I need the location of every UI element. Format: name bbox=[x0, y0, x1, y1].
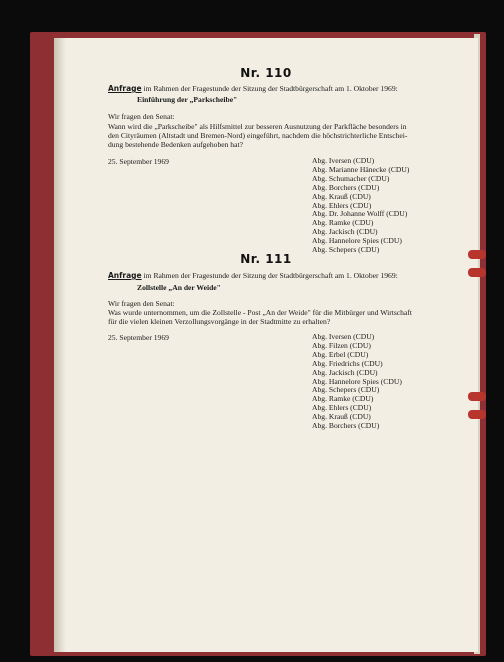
signatory: Abg. Schepers (CDU) bbox=[312, 245, 380, 255]
signatory-list bbox=[312, 157, 409, 255]
section-number: Nr. 111 bbox=[240, 252, 292, 266]
signatory: Abg. Ehlers (CDU) bbox=[312, 200, 372, 210]
date: 25. September 1969 bbox=[108, 333, 169, 342]
signatory: Abg. Schepers (CDU) bbox=[312, 385, 380, 395]
anfrage-label: Anfrage bbox=[108, 271, 142, 280]
question-line: für die vielen kleinen Verzollungsvorgänge in der Stadtmitte zu erhalten? bbox=[108, 317, 331, 326]
subject: Zollstelle „An der Weide" bbox=[137, 283, 221, 292]
anfrage-intro: im Rahmen der Fragestunde der Sitzung der Stadtbürgerschaft am 1. Oktober 1969: bbox=[143, 271, 398, 280]
signatory-list bbox=[312, 333, 402, 431]
index-tab bbox=[468, 392, 486, 401]
page-gutter bbox=[54, 38, 66, 652]
anfrage-line bbox=[108, 84, 398, 93]
signatory: Abg. Borchers (CDU) bbox=[312, 421, 380, 431]
signatory: Abg. Friedrichs (CDU) bbox=[312, 358, 383, 368]
date: 25. September 1969 bbox=[108, 157, 169, 166]
signatory: Abg. Iversen (CDU) bbox=[312, 332, 375, 341]
signatory: Abg. Erbel (CDU) bbox=[312, 349, 369, 359]
anfrage-label: Anfrage bbox=[108, 84, 142, 93]
signatory: Abg. Hannelore Spies (CDU) bbox=[312, 236, 402, 246]
senate-question: Wir fragen den Senat: bbox=[108, 299, 175, 308]
anfrage-intro: im Rahmen der Fragestunde der Sitzung der Stadtbürgerschaft am 1. Oktober 1969: bbox=[143, 84, 398, 93]
index-tab bbox=[468, 410, 486, 419]
question-line: Was wurde unternommen, um die Zollstelle - Post „An der Weide" für die Mitbürger und Wirtschaft bbox=[108, 308, 412, 317]
signatory: Abg. Schumacher (CDU) bbox=[312, 173, 390, 183]
signatory: Abg. Dr. Johanne Wolff (CDU) bbox=[312, 209, 408, 219]
senate-question: Wir fragen den Senat: bbox=[108, 112, 175, 121]
signatory: Abg. Ramke (CDU) bbox=[312, 218, 374, 228]
signatory: Abg. Ramke (CDU) bbox=[312, 394, 374, 404]
signatory: Abg. Iversen (CDU) bbox=[312, 156, 375, 165]
signatory: Abg. Ehlers (CDU) bbox=[312, 403, 372, 413]
signatory: Abg. Krauß (CDU) bbox=[312, 412, 371, 422]
signatory: Abg. Borchers (CDU) bbox=[312, 182, 380, 192]
question-line: den Cityräumen (Altstadt und Bremen-Nord) eingeführt, nachdem die höchstrichterliche Entschei- bbox=[108, 131, 408, 140]
signatory: Abg. Krauß (CDU) bbox=[312, 191, 371, 201]
question-line: Wann wird die „Parkscheibe" als Hilfsmittel zur besseren Ausnutzung der Parkfläche besonders in bbox=[108, 122, 407, 131]
subject: Einführung der „Parkscheibe" bbox=[137, 95, 238, 104]
signatory: Abg. Marianne Hänecke (CDU) bbox=[312, 164, 410, 174]
signatory: Abg. Filzen (CDU) bbox=[312, 340, 371, 350]
signatory: Abg. Jackisch (CDU) bbox=[312, 227, 378, 237]
anfrage-line bbox=[108, 271, 398, 280]
signatory: Abg. Hannelore Spies (CDU) bbox=[312, 376, 402, 386]
signatory: Abg. Jackisch (CDU) bbox=[312, 367, 378, 377]
question-line: dung bestehende Bedenken aufgehoben hat? bbox=[108, 140, 243, 149]
section-number: Nr. 110 bbox=[240, 66, 292, 80]
index-tab bbox=[468, 268, 486, 277]
